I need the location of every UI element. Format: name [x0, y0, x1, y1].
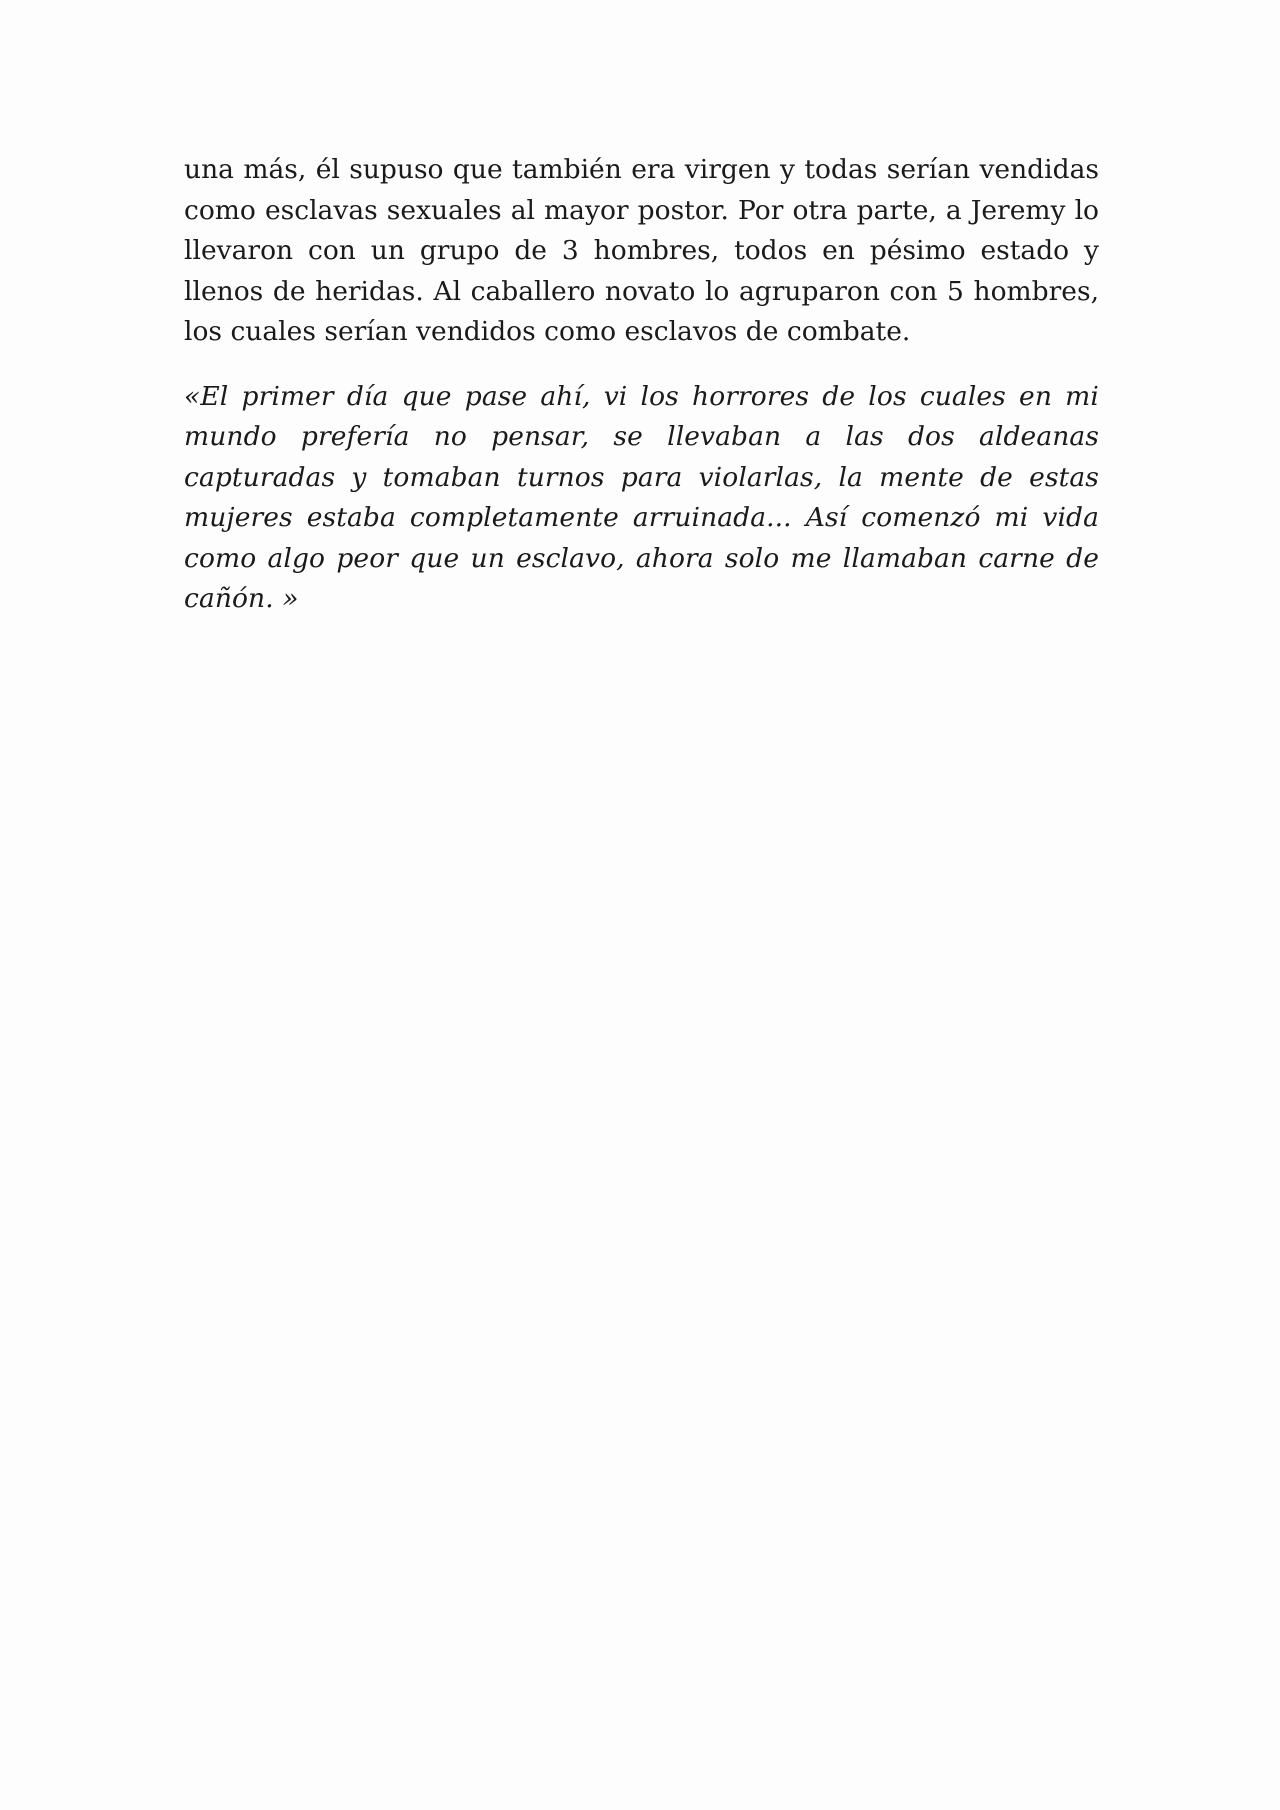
quoted-thought-paragraph: «El primer día que pase ahí, vi los horrores de los cuales en mi mundo prefería no pensar, se llevaban a las dos aldeanas capturadas y tomaban turnos para violarlas, la mente de estas mujeres estaba completamente arruinada... Así comenzó mi vida como algo peor que un esclavo, ahora solo me llamaban carne de cañón. »: [184, 380, 1099, 614]
body-text: [184, 150, 1099, 644]
narrative-paragraph: una más, él supuso que también era virgen y todas serían vendidas como esclavas sexuales al mayor postor. Por otra parte, a Jeremy lo llevaron con un grupo de 3 hombres, todos en pésimo estado y llenos de heridas. Al caballero novato lo agruparon con 5 hombres, los cuales serían vendidos como esclavos de combate.: [184, 154, 1099, 347]
